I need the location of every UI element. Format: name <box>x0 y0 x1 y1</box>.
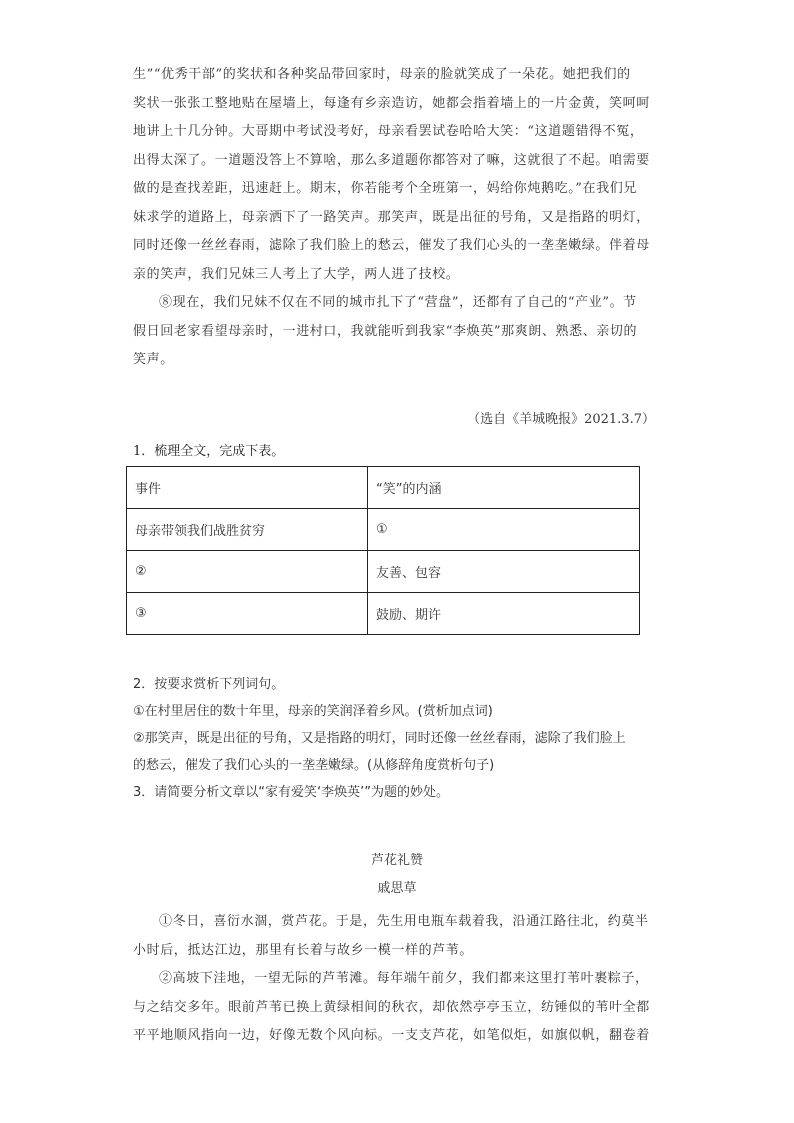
table-header-row <box>127 467 640 509</box>
passage-line: 同时还像一丝丝春雨，滤除了我们脸上的愁云，催发了我们心头的一垄垄嫩绿。伴着母 <box>133 238 650 253</box>
passage-line: 与之结交多年。眼前芦苇已换上黄绿相间的秋衣，却依然亭亭玉立，纺锤似的苇叶全都 <box>133 999 650 1015</box>
passage-line: 奖状一张张工整地贴在屋墙上，每逢有乡亲造访，她都会指着墙上的一片金黄，笑呵呵 <box>133 95 650 111</box>
question-2-item: ①在村里居住的数十年里，母亲的笑润泽着乡风。(赏析加点词) <box>133 704 493 719</box>
passage-line: 平平地顺风指向一边，好像无数个风向标。一支支芦花，如笔似炬，如旗似帆，翻卷着 <box>133 1028 650 1043</box>
passage-line: 出得太深了。一道题没答上不算啥，那么多道题你都答对了嘛，这就很了不起。咱需要 <box>133 152 650 168</box>
source-citation: （选自《羊城晚报》2021.3.7） <box>467 412 655 427</box>
table-cell: 鼓励、期许 <box>368 593 640 635</box>
question-3-prompt: 3．请简要分析文章以“家有爱笑‘李焕英’”为题的妙处。 <box>133 785 450 800</box>
passage2-body <box>133 908 660 1051</box>
passage-line: ②高坡下洼地，一望无际的芦苇滩。每年端午前夕，我们都来这里打苇叶裹粽子， <box>159 971 649 986</box>
table-cell: ③ <box>127 593 368 635</box>
passage-line: ①冬日，喜衍水涸，赏芦花。于是，先生用电瓶车载着我，沿通江路往北，约莫半 <box>159 914 649 929</box>
passage-line: 做的是查找差距，迅速赶上。期末，你若能考个全班第一，妈给你炖鹅吃。”在我们兄 <box>133 181 637 196</box>
passage-line: 亲的笑声，我们兄妹三人考上了大学，两人进了技校。 <box>133 266 460 282</box>
paragraph-8-line: ⑧现在，我们兄妹不仅在不同的城市扎下了“营盘”，还都有了自己的“产业”。节 <box>159 295 637 310</box>
passage-line: 生”“优秀干部”的奖状和各种奖品带回家时，母亲的脸就笑成了一朵花。她把我们的 <box>133 67 631 82</box>
table-row <box>127 509 640 551</box>
passage-line: 妹求学的道路上，母亲洒下了一路笑声。那笑声，既是出征的号角，又是指路的明灯， <box>133 209 650 225</box>
table-cell: ① <box>368 509 640 551</box>
question-2-item: 的愁云，催发了我们心头的一垄垄嫩绿。(从修辞角度赏析句子) <box>133 758 495 773</box>
questions-block <box>133 671 663 806</box>
question-2-item: ②那笑声，既是出征的号角，又是指路的明灯，同时还像一丝丝春雨，滤除了我们脸上 <box>133 731 626 746</box>
passage1-body <box>133 61 660 375</box>
passage2-author: 戚思草 <box>377 881 417 896</box>
answer-table <box>126 466 640 635</box>
table-cell: 母亲带领我们战胜贫穷 <box>127 509 368 551</box>
table-header-cell: 事件 <box>127 467 368 509</box>
question-1-prompt: 1．梳理全文，完成下表。 <box>133 444 285 459</box>
table-cell: 友善、包容 <box>368 551 640 593</box>
passage-line: 小时后，抵达江边，那里有长着与故乡一模一样的芦苇。 <box>133 942 474 958</box>
passage2-title: 芦花礼赞 <box>370 853 423 868</box>
table-row <box>127 551 640 593</box>
passage-line: 地讲上十几分钟。大哥期中考试没考好，母亲看罢试卷哈哈大笑：“这道题错得不冤， <box>133 124 644 139</box>
question-2-prompt: 2．按要求赏析下列词句。 <box>133 677 285 692</box>
table-header-cell: “笑”的内涵 <box>368 467 640 509</box>
table-cell: ② <box>127 551 368 593</box>
paragraph-8-line: 假日回老家看望母亲时，一进村口，我就能听到我家“李焕英”那爽朗、熟悉、亲切的 <box>133 323 638 339</box>
table-row <box>127 593 640 635</box>
paragraph-8-line: 笑声。 <box>133 352 174 367</box>
